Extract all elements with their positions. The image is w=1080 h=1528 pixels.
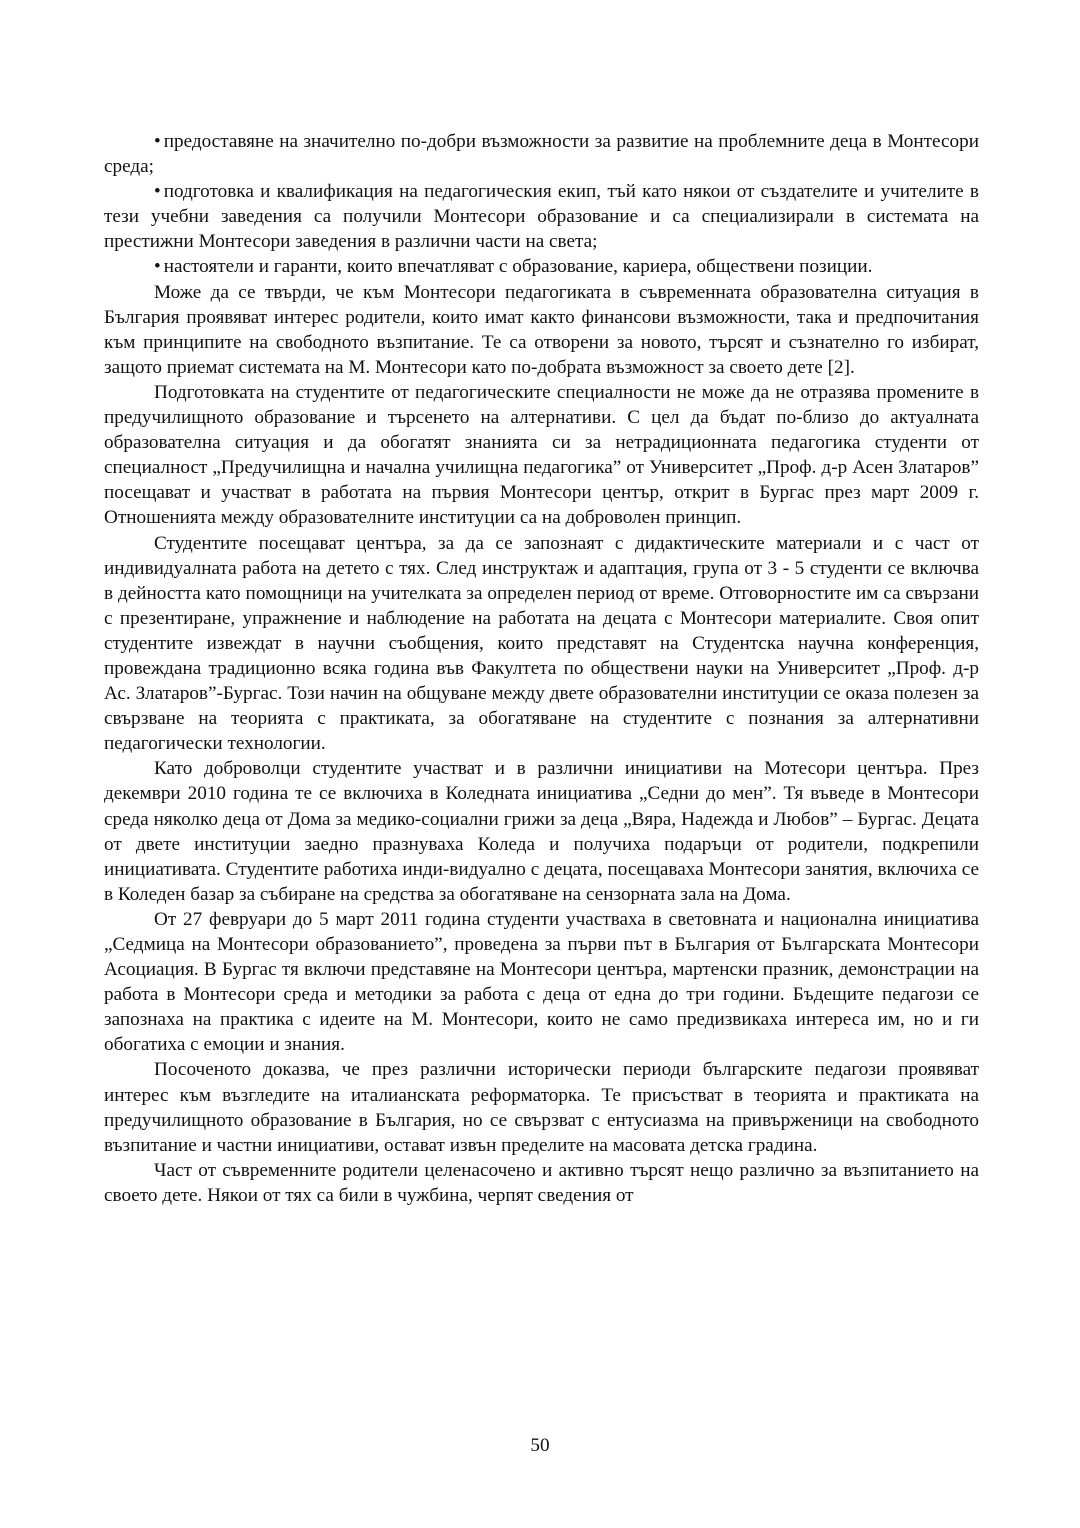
paragraph: Подготовката на студентите от педагогическите специалности не може да не отразява промените в предучилищното образование и търсенето на алтернативи. С цел да бъдат по-близо до актуалната образователна ситуация и да обогатят знанията си за нетрадиционната педагогика студенти от специалност „Предучилищна и начална училищна педагогика” от Университет „Проф. д-р Асен Златаров” посещават и участват в работата на първия Монтесори център, открит в Бургас през март 2009 г. Отношенията между образователните институции са на доброволен принцип. xyxy=(104,381,979,529)
bullet-icon: • xyxy=(154,256,161,278)
bullet-text: настоятели и гаранти, които впечатляват с образование, кариера, обществени позиции. xyxy=(163,256,873,278)
bullet-item xyxy=(104,254,979,279)
paragraph: Част от съвременните родители целенасочено и активно търсят нещо различно за възпитанието на своето дете. Някои от тях са били в чужбина, черпят сведения от xyxy=(104,1159,979,1206)
document-page xyxy=(104,129,979,1208)
bullet-item xyxy=(104,129,979,179)
paragraph: Може да се твърди, че към Монтесори педагогиката в съвременната образователна ситуация в България проявяват интерес родители, които имат както финансови възможности, така и предпочитания към принципите на свободното възпитание. Те са отворени за новото, търсят и съзнателно го избират, защото приемат системата на М. Монтесори като по-добрата възможност за своето дете [2]. xyxy=(104,281,979,378)
bullet-icon: • xyxy=(154,131,161,152)
bullet-text: подготовка и квалификация на педагогическия екип, тъй като някои от създателите и учителите в тези учебни заведения са получили Монтесори образование и са специализирали в системата на престижни Монтесори заведения в различни части на света; xyxy=(104,181,979,253)
paragraph: Посоченото доказва, че през различни исторически периоди българските педагози проявяват интерес към възгледите на италианската реформаторка. Те присъстват в теорията и практиката на предучилищното образование в България, но се свързват с ентусиазма на привърженици на свободното възпитание и частни инициативи, остават извън пределите на масовата детска градина. xyxy=(104,1059,979,1156)
paragraph: Студентите посещават центъра, за да се запознаят с дидактическите материали и с част от индивидуалната работа на детето с тях. След инструктаж и адаптация, група от 3 - 5 студенти се включва в дейността като помощници на учителката за определен период от време. Отговорностите им са свързани с презентиране, упражнение и наблюдение на работата на децата с Монтесори материалите. Своя опит студентите извеждат в научни съобщения, които представят на Студентска научна конференция, провеждана традиционно всяка година във Факултета по обществени науки на Университет „Проф. д-р Ас. Златаров”-Бургас. Този начин на общуване между двете образователни институции се оказа полезен за свързване на теорията с практиката, за обогатяване на студентите с познания за алтернативни педагогически технологии. xyxy=(104,532,979,755)
bullet-text: предоставяне на значително по-добри възможности за развитие на проблемните деца в Монтесори среда; xyxy=(104,131,979,178)
paragraph: Като доброволци студентите участват и в различни инициативи на Мотесори центъра. През декември 2010 година те се включиха в Коледната инициатива „Седни до мен”. Тя въведе в Монтесори среда няколко деца от Дома за медико-социални грижи за деца „Вяра, Надежда и Любов” – Бургас. Децата от двете институции заедно празнуваха Коледа и получиха подаръци от родители, подкрепили инициативата. Студентите работиха инди-видуално с децата, посещаваха Монтесори занятия, включиха се в Коледен базар за събиране на средства за обогатяване на сензорната зала на Дома. xyxy=(104,758,979,905)
paragraph: От 27 февруари до 5 март 2011 година студенти участваха в световната и национална инициатива „Седмица на Монтесори образованието”, проведена за първи път в България от Българската Монтесори Асоциация. В Бургас тя включи представяне на Монтесори центъра, мартенски празник, демонстрации на работа в Монтесори среда и методики за работа с деца от една до три години. Бъдещите педагози се запознаха на практика с идеите на М. Монтесори, които не само предизвикаха интереса им, но и ги обогатиха с емоции и знания. xyxy=(104,908,979,1056)
page-number: 50 xyxy=(530,1435,550,1456)
bullet-item xyxy=(104,179,979,254)
bullet-icon: • xyxy=(154,181,161,203)
